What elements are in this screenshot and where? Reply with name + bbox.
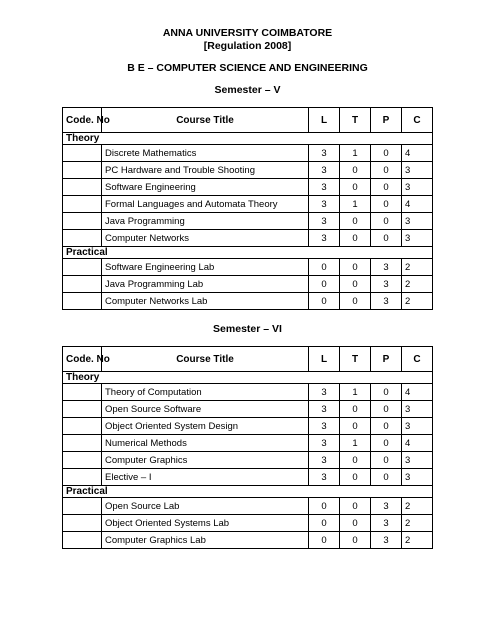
course-row (63, 401, 433, 418)
practical-hours: 3 (371, 293, 402, 310)
course-row (63, 230, 433, 247)
credits: 3 (402, 179, 433, 196)
credits: 3 (402, 401, 433, 418)
column-header-c: C (402, 108, 433, 133)
lecture-hours: 3 (309, 452, 340, 469)
tutorial-hours: 0 (340, 469, 371, 486)
lecture-hours: 0 (309, 276, 340, 293)
lecture-hours: 3 (309, 213, 340, 230)
course-row (63, 532, 433, 549)
course-code-cell (63, 293, 102, 310)
semester-5-title: Semester – V (214, 84, 281, 96)
credits: 2 (402, 259, 433, 276)
course-row (63, 469, 433, 486)
tutorial-hours: 0 (340, 532, 371, 549)
practical-hours: 0 (371, 435, 402, 452)
regulation: [Regulation 2008] (203, 40, 292, 52)
course-row (63, 293, 433, 310)
semester-6-title: Semester – VI (213, 323, 282, 335)
course-code-cell (63, 435, 102, 452)
course-code-cell (63, 213, 102, 230)
credits: 3 (402, 213, 433, 230)
credits: 2 (402, 293, 433, 310)
tutorial-hours: 1 (340, 145, 371, 162)
practical-hours: 0 (371, 179, 402, 196)
credits: 2 (402, 515, 433, 532)
column-header-l: L (309, 108, 340, 133)
column-header-t: T (340, 108, 371, 133)
tutorial-hours: 1 (340, 384, 371, 401)
programme-title: B E – COMPUTER SCIENCE AND ENGINEERING (127, 62, 368, 74)
credits: 4 (402, 196, 433, 213)
tutorial-hours: 0 (340, 401, 371, 418)
course-title: Java Programming (102, 213, 309, 230)
university-name: ANNA UNIVERSITY COIMBATORE (162, 27, 333, 39)
credits: 3 (402, 230, 433, 247)
practical-hours: 0 (371, 230, 402, 247)
course-code-cell (63, 401, 102, 418)
course-row (63, 276, 433, 293)
course-title: Discrete Mathematics (102, 145, 309, 162)
credits: 4 (402, 435, 433, 452)
course-row (63, 498, 433, 515)
practical-hours: 3 (371, 498, 402, 515)
practical-hours: 3 (371, 259, 402, 276)
course-title: Open Source Software (102, 401, 309, 418)
course-code-cell (63, 452, 102, 469)
tutorial-hours: 0 (340, 293, 371, 310)
course-code-cell (63, 162, 102, 179)
practical-hours: 0 (371, 196, 402, 213)
course-code-cell (63, 515, 102, 532)
practical-hours: 0 (371, 418, 402, 435)
course-code-cell (63, 418, 102, 435)
column-header-p: P (371, 108, 402, 133)
practical-hours: 0 (371, 469, 402, 486)
course-title: Computer Graphics (102, 452, 309, 469)
practical-hours: 0 (371, 452, 402, 469)
tutorial-hours: 0 (340, 452, 371, 469)
course-title: Computer Networks Lab (102, 293, 309, 310)
course-code-cell (63, 196, 102, 213)
lecture-hours: 3 (309, 384, 340, 401)
column-header-l: L (309, 347, 340, 372)
section-label-practical: Practical (63, 247, 433, 259)
tutorial-hours: 0 (340, 162, 371, 179)
tutorial-hours: 0 (340, 213, 371, 230)
lecture-hours: 3 (309, 418, 340, 435)
tutorial-hours: 0 (340, 498, 371, 515)
section-label-practical: Practical (63, 486, 433, 498)
lecture-hours: 3 (309, 401, 340, 418)
course-title: Numerical Methods (102, 435, 309, 452)
tutorial-hours: 0 (340, 276, 371, 293)
course-row (63, 145, 433, 162)
section-label-theory: Theory (63, 133, 433, 145)
course-code-cell (63, 145, 102, 162)
theory-section-row (63, 372, 433, 384)
lecture-hours: 3 (309, 162, 340, 179)
lecture-hours: 3 (309, 179, 340, 196)
course-row (63, 213, 433, 230)
tutorial-hours: 0 (340, 179, 371, 196)
tutorial-hours: 1 (340, 196, 371, 213)
column-header-t: T (340, 347, 371, 372)
practical-hours: 3 (371, 532, 402, 549)
practical-hours: 0 (371, 401, 402, 418)
credits: 2 (402, 532, 433, 549)
course-code-cell (63, 532, 102, 549)
credits: 3 (402, 469, 433, 486)
course-title: Computer Networks (102, 230, 309, 247)
column-header-title: Course Title (102, 347, 309, 372)
practical-hours: 0 (371, 162, 402, 179)
practical-hours: 0 (371, 145, 402, 162)
course-row (63, 384, 433, 401)
semester-5-table (62, 107, 433, 310)
practical-hours: 3 (371, 276, 402, 293)
course-code-cell (63, 276, 102, 293)
course-code-cell (63, 179, 102, 196)
practical-section-row (63, 247, 433, 259)
lecture-hours: 3 (309, 435, 340, 452)
credits: 3 (402, 162, 433, 179)
theory-section-row (63, 133, 433, 145)
credits: 4 (402, 384, 433, 401)
course-row (63, 259, 433, 276)
credits: 3 (402, 452, 433, 469)
course-code-cell (63, 384, 102, 401)
course-title: Theory of Computation (102, 384, 309, 401)
tutorial-hours: 0 (340, 259, 371, 276)
lecture-hours: 3 (309, 196, 340, 213)
course-title: Object Oriented System Design (102, 418, 309, 435)
course-code-cell (63, 469, 102, 486)
credits: 4 (402, 145, 433, 162)
course-title: PC Hardware and Trouble Shooting (102, 162, 309, 179)
course-title: Java Programming Lab (102, 276, 309, 293)
lecture-hours: 3 (309, 145, 340, 162)
course-title: Elective – I (102, 469, 309, 486)
course-row (63, 515, 433, 532)
course-title: Formal Languages and Automata Theory (102, 196, 309, 213)
practical-hours: 3 (371, 515, 402, 532)
credits: 2 (402, 276, 433, 293)
course-code-cell (63, 498, 102, 515)
course-title: Object Oriented Systems Lab (102, 515, 309, 532)
course-title: Software Engineering Lab (102, 259, 309, 276)
semester-6-table (62, 346, 433, 549)
course-title: Open Source Lab (102, 498, 309, 515)
lecture-hours: 3 (309, 469, 340, 486)
column-header-code: Code. No (63, 347, 102, 372)
course-code-cell (63, 259, 102, 276)
tutorial-hours: 0 (340, 515, 371, 532)
table-header-row (63, 347, 433, 372)
practical-hours: 0 (371, 384, 402, 401)
column-header-p: P (371, 347, 402, 372)
practical-section-row (63, 486, 433, 498)
tutorial-hours: 0 (340, 418, 371, 435)
lecture-hours: 0 (309, 259, 340, 276)
tutorial-hours: 1 (340, 435, 371, 452)
credits: 3 (402, 418, 433, 435)
course-row (63, 418, 433, 435)
lecture-hours: 0 (309, 515, 340, 532)
course-code-cell (63, 230, 102, 247)
course-title: Computer Graphics Lab (102, 532, 309, 549)
course-row (63, 162, 433, 179)
course-row (63, 179, 433, 196)
tutorial-hours: 0 (340, 230, 371, 247)
table-header-row (63, 108, 433, 133)
lecture-hours: 3 (309, 230, 340, 247)
credits: 2 (402, 498, 433, 515)
course-title: Software Engineering (102, 179, 309, 196)
course-row (63, 452, 433, 469)
column-header-code: Code. No (63, 108, 102, 133)
practical-hours: 0 (371, 213, 402, 230)
course-row (63, 196, 433, 213)
column-header-c: C (402, 347, 433, 372)
column-header-title: Course Title (102, 108, 309, 133)
lecture-hours: 0 (309, 498, 340, 515)
course-row (63, 435, 433, 452)
lecture-hours: 0 (309, 532, 340, 549)
lecture-hours: 0 (309, 293, 340, 310)
section-label-theory: Theory (63, 372, 433, 384)
